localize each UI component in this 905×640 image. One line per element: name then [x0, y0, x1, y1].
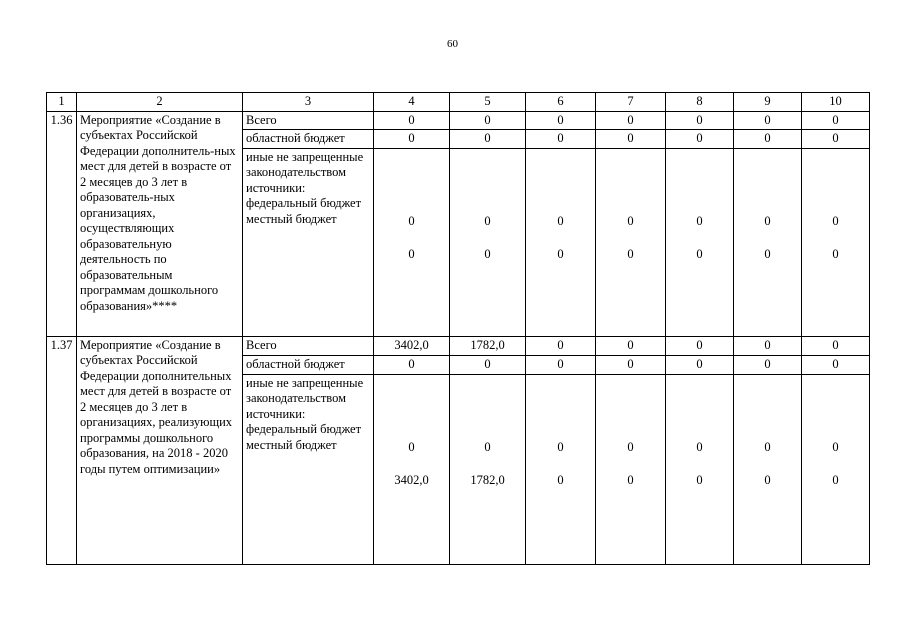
- regional-budget-value: 0: [666, 355, 734, 374]
- local-budget-value: 0: [764, 246, 771, 261]
- local-budget-value: 0: [557, 246, 564, 261]
- federal-budget-label: федеральный бюджет: [246, 196, 362, 210]
- header-row: [47, 93, 870, 112]
- regional-budget-value: 0: [526, 355, 596, 374]
- total-value: 0: [802, 336, 870, 355]
- regional-budget-label: областной бюджет: [243, 130, 374, 149]
- regional-budget-value: 0: [802, 355, 870, 374]
- federal-budget-value: 0: [832, 439, 839, 454]
- total-value: 0: [734, 336, 802, 355]
- federal-budget-value: 0: [627, 213, 634, 228]
- total-value: 0: [666, 111, 734, 130]
- column-header: 6: [526, 93, 596, 112]
- local-budget-value: 0: [557, 472, 564, 487]
- regional-budget-value: 0: [802, 130, 870, 149]
- total-value: 0: [596, 111, 666, 130]
- federal-budget-value: 0: [627, 439, 634, 454]
- table-row: [47, 111, 870, 130]
- sources-values-cell: [666, 148, 734, 336]
- regional-budget-value: 0: [450, 355, 526, 374]
- total-value: 0: [450, 111, 526, 130]
- regional-budget-value: 0: [666, 130, 734, 149]
- regional-budget-value: 0: [734, 355, 802, 374]
- federal-budget-value: 0: [832, 213, 839, 228]
- item-name: Мероприятие «Создание в субъектах Российской Федерации дополнительных мест для детей в возрасте от 2 месяцев до 3 лет в организациях, реализующих программы дошкольного образования, на 2018 - 2020 годы путем оптимизации»: [77, 336, 243, 564]
- federal-budget-label: федеральный бюджет: [246, 422, 362, 436]
- column-header: 4: [374, 93, 450, 112]
- total-value: 0: [802, 111, 870, 130]
- other-sources-label: иные не запрещенные законодательством источники:: [246, 375, 364, 421]
- local-budget-value: 0: [696, 246, 703, 261]
- federal-budget-value: 0: [484, 213, 491, 228]
- total-value: 0: [526, 336, 596, 355]
- local-budget-value: 3402,0: [394, 472, 429, 487]
- regional-budget-value: 0: [374, 130, 450, 149]
- local-budget-value: 0: [627, 472, 634, 487]
- column-header: 1: [47, 93, 77, 112]
- regional-budget-value: 0: [450, 130, 526, 149]
- local-budget-value: 1782,0: [470, 472, 505, 487]
- sources-values-cell: [666, 374, 734, 564]
- item-number: 1.36: [47, 111, 77, 336]
- total-label: Всего: [243, 336, 374, 355]
- sources-values-cell: [596, 148, 666, 336]
- other-sources-label: иные не запрещенные законодательством источники:: [246, 149, 364, 195]
- sources-values-cell: [374, 148, 450, 336]
- column-header: 10: [802, 93, 870, 112]
- local-budget-value: 0: [832, 472, 839, 487]
- other-sources-cell: [243, 148, 374, 336]
- local-budget-label: местный бюджет: [246, 211, 337, 226]
- local-budget-value: 0: [696, 472, 703, 487]
- federal-budget-value: 0: [408, 439, 415, 454]
- sources-values-cell: [734, 148, 802, 336]
- local-budget-value: 0: [484, 246, 491, 261]
- sources-values-cell: [596, 374, 666, 564]
- federal-budget-value: 0: [408, 213, 415, 228]
- federal-budget-value: 0: [764, 213, 771, 228]
- total-value: 3402,0: [374, 336, 450, 355]
- regional-budget-value: 0: [596, 355, 666, 374]
- local-budget-value: 0: [764, 472, 771, 487]
- other-sources-cell: [243, 374, 374, 564]
- total-value: 0: [526, 111, 596, 130]
- page-number: 60: [447, 38, 458, 50]
- federal-budget-value: 0: [696, 213, 703, 228]
- sources-values-cell: [450, 148, 526, 336]
- federal-budget-value: 0: [557, 439, 564, 454]
- regional-budget-value: 0: [374, 355, 450, 374]
- regional-budget-label: областной бюджет: [243, 355, 374, 374]
- total-label: Всего: [243, 111, 374, 130]
- sources-values-cell: [802, 148, 870, 336]
- federal-budget-value: 0: [484, 439, 491, 454]
- column-header: 5: [450, 93, 526, 112]
- local-budget-label: местный бюджет: [246, 437, 337, 452]
- regional-budget-value: 0: [596, 130, 666, 149]
- total-value: 0: [734, 111, 802, 130]
- total-value: 0: [374, 111, 450, 130]
- local-budget-value: 0: [627, 246, 634, 261]
- total-value: 1782,0: [450, 336, 526, 355]
- federal-budget-value: 0: [557, 213, 564, 228]
- federal-budget-value: 0: [764, 439, 771, 454]
- sources-values-cell: [526, 374, 596, 564]
- local-budget-value: 0: [832, 246, 839, 261]
- column-header: 9: [734, 93, 802, 112]
- item-number: 1.37: [47, 336, 77, 564]
- sources-values-cell: [450, 374, 526, 564]
- column-header: 3: [243, 93, 374, 112]
- regional-budget-value: 0: [526, 130, 596, 149]
- sources-values-cell: [374, 374, 450, 564]
- column-header: 7: [596, 93, 666, 112]
- budget-table: [46, 92, 870, 565]
- total-value: 0: [596, 336, 666, 355]
- regional-budget-value: 0: [734, 130, 802, 149]
- local-budget-value: 0: [408, 246, 415, 261]
- sources-values-cell: [802, 374, 870, 564]
- federal-budget-value: 0: [696, 439, 703, 454]
- sources-values-cell: [734, 374, 802, 564]
- total-value: 0: [666, 336, 734, 355]
- sources-values-cell: [526, 148, 596, 336]
- table-row: [47, 336, 870, 355]
- column-header: 8: [666, 93, 734, 112]
- column-header: 2: [77, 93, 243, 112]
- item-name: Мероприятие «Создание в субъектах Российской Федерации дополнитель-ных мест для детей в возрасте от 2 месяцев до 3 лет в образователь-ных организациях, осуществляющих образовательную деятельность по образовательным программам дошкольного образования»****: [77, 111, 243, 336]
